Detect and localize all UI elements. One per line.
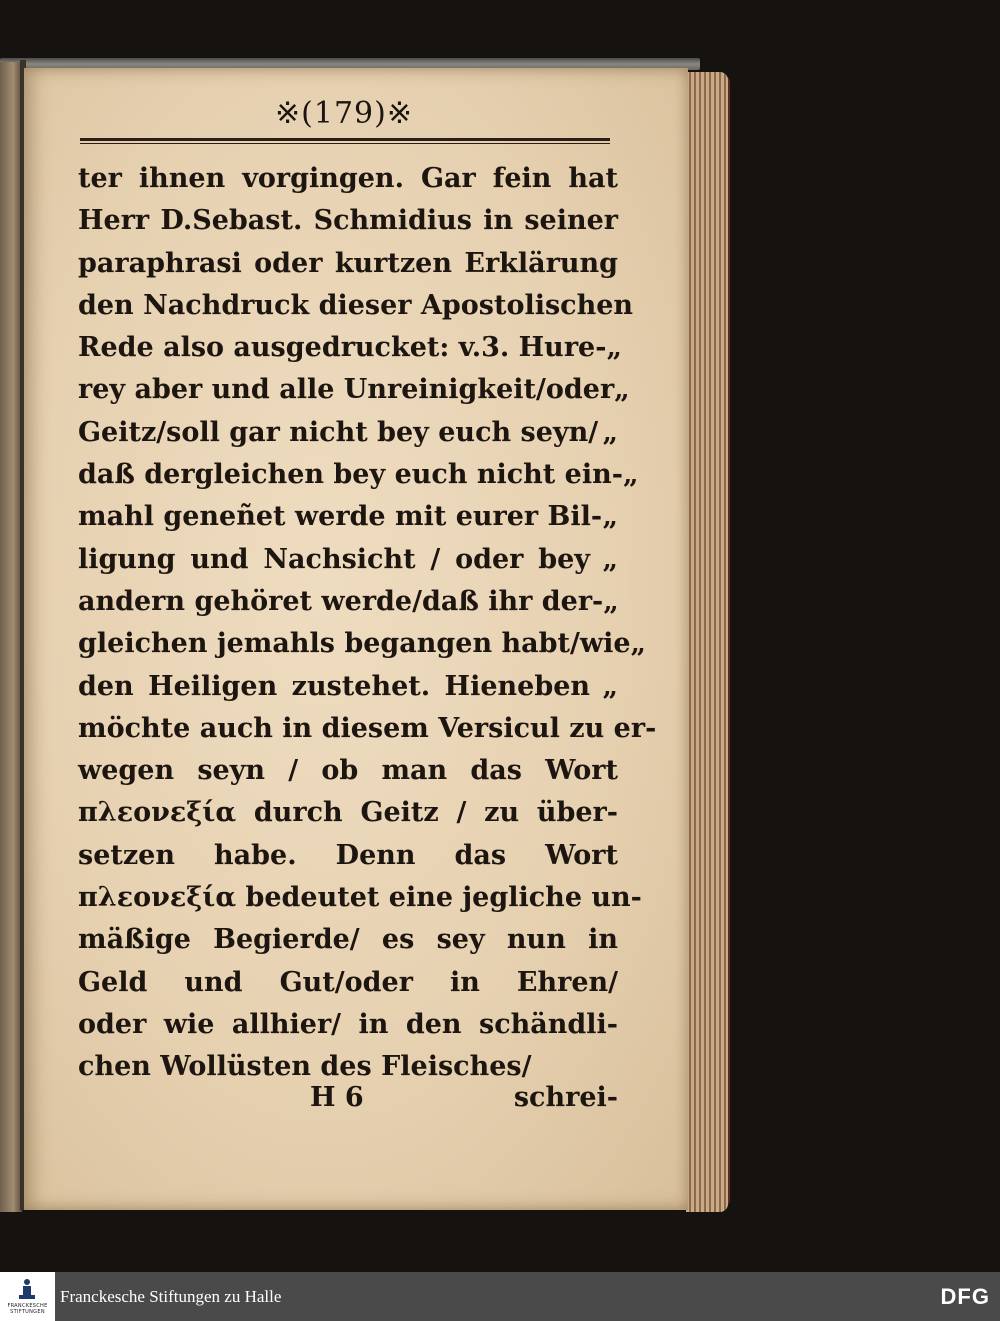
text-line-content: πλεονεξία bedeutet eine jegliche un- xyxy=(78,882,642,914)
text-line-content: andern gehöret werde/daß ihr der- xyxy=(78,585,604,617)
text-line-content: Rede also ausgedrucket: v.3. Hure- xyxy=(78,332,607,364)
footer-bar xyxy=(0,1272,1000,1321)
dfg-logo[interactable]: DFG xyxy=(940,1284,990,1309)
quotation-mark: „ xyxy=(602,416,618,448)
header-rule-thin xyxy=(80,143,610,144)
foundation-logo[interactable] xyxy=(0,1272,55,1321)
text-line-content: rey aber und alle Unreinigkeit/oder xyxy=(78,374,615,406)
text-line xyxy=(78,243,618,285)
quotation-mark: „ xyxy=(630,628,647,660)
body-text xyxy=(78,158,657,1089)
page-stack-edge xyxy=(686,72,728,1212)
text-line xyxy=(78,750,618,792)
text-line-content: ligung und Nachsicht / oder bey xyxy=(78,543,590,575)
signature-mark: H 6 xyxy=(310,1082,364,1113)
quotation-mark: „ xyxy=(622,459,639,491)
header-rule xyxy=(80,138,610,141)
text-line-content: setzen habe. Denn das Wort xyxy=(78,839,618,871)
text-line-content: mahl geneñet werde mit eurer Bil- xyxy=(78,501,603,533)
text-line-content: daß dergleichen bey euch nicht ein- xyxy=(78,459,623,491)
text-line xyxy=(78,158,618,200)
quotation-mark: „ xyxy=(602,501,618,533)
text-line xyxy=(78,539,618,581)
catchword: schrei- xyxy=(513,1082,618,1113)
text-line-content: paraphrasi oder kurtzen Erklärung xyxy=(78,247,618,279)
text-line-content: wegen seyn / ob man das Wort xyxy=(78,755,618,787)
text-line-content: oder wie allhier/ in den schändli- xyxy=(78,1008,618,1040)
left-page-edge xyxy=(0,62,22,1212)
text-line-content: gleichen jemahls begangen habt/wie xyxy=(78,628,631,660)
text-line xyxy=(78,496,618,538)
text-line xyxy=(78,919,618,961)
text-line xyxy=(78,877,642,919)
text-line-content: mäßige Begierde/ es sey nun in xyxy=(78,924,618,956)
text-line-content: chen Wollüsten des Fleisches/ xyxy=(78,1051,532,1083)
text-line-content: ter ihnen vorgingen. Gar fein hat xyxy=(78,163,618,194)
text-line xyxy=(78,1004,618,1046)
text-line xyxy=(78,454,639,496)
text-line xyxy=(78,369,630,411)
foundation-logo-icon xyxy=(17,1278,37,1300)
page-footer xyxy=(78,1082,618,1124)
text-line xyxy=(78,666,618,708)
quotation-mark: „ xyxy=(602,543,618,575)
text-line xyxy=(78,962,618,1004)
text-line xyxy=(78,412,618,454)
text-line xyxy=(78,581,618,623)
text-line xyxy=(78,327,622,369)
text-line-content: Herr D.Sebast. Schmidius in seiner xyxy=(78,205,618,237)
quotation-mark: „ xyxy=(603,585,619,617)
text-line-content: πλεονεξία durch Geitz / zu über- xyxy=(78,797,618,829)
text-line xyxy=(78,285,634,327)
logo-text: FRANCKESCHE STIFTUNGEN xyxy=(7,1303,48,1315)
institution-name[interactable]: Franckesche Stiftungen zu Halle xyxy=(60,1287,282,1306)
text-line-content: möchte auch in diesem Versicul zu er- xyxy=(78,712,657,744)
text-line-content: Geld und Gut/oder in Ehren/ xyxy=(78,966,618,998)
quotation-mark: „ xyxy=(602,670,618,702)
text-line-content: Geitz/soll gar nicht bey euch seyn/ xyxy=(78,416,599,448)
text-line-content: den Heiligen zustehet. Hieneben xyxy=(78,670,590,702)
text-line xyxy=(78,792,618,834)
text-line xyxy=(78,623,647,665)
text-line xyxy=(78,835,618,877)
quotation-mark: „ xyxy=(606,332,622,364)
page-number-header: ※(179)※ xyxy=(275,96,413,131)
quotation-mark: „ xyxy=(614,374,630,406)
text-line xyxy=(78,708,657,750)
text-line xyxy=(78,200,618,242)
text-line-content: den Nachdruck dieser Apostolischen xyxy=(78,289,634,321)
